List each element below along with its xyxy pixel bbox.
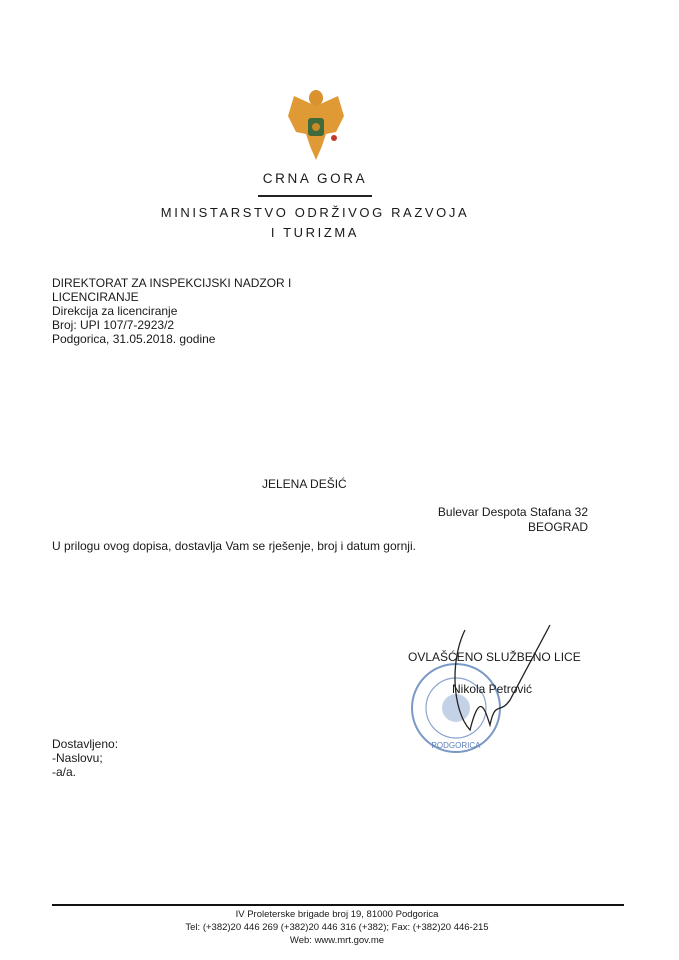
footer-contact: Tel: (+382)20 446 269 (+382)20 446 316 (+382); Fax: (+382)20 446-215 (185, 922, 489, 933)
ministry-heading-line2: I TURIZMA (270, 225, 360, 240)
signatory-title: OVLAŠĆENO SLUŽBENO LICE (408, 650, 581, 664)
footer-web: Web: www.mrt.gov.me (289, 935, 385, 946)
sender-line1: DIREKTORAT ZA INSPEKCIJSKI NADZOR I (52, 276, 292, 290)
recipient-city: BEOGRAD (527, 520, 588, 534)
sender-line3: Direkcija za licenciranje (52, 304, 178, 318)
footer-address: IV Proleterske brigade broj 19, 81000 Podgorica (235, 909, 439, 920)
recipient-name: JELENA DEŠIĆ (262, 477, 347, 491)
handwritten-signature (440, 620, 560, 740)
heading-divider (258, 195, 372, 197)
recipient-street: Bulevar Despota Stafana 32 (437, 505, 588, 519)
coat-of-arms-emblem (286, 88, 346, 164)
country-heading: CRNA GORA (262, 171, 368, 186)
footer-divider (52, 904, 624, 906)
signatory-name: Nikola Petrović (452, 682, 533, 696)
letter-body: U prilogu ovog dopisa, dostavlja Vam se rješenje, broj i datum gornji. (52, 539, 416, 553)
stamp-text: PODGORICA (431, 741, 481, 750)
sender-line2: LICENCIRANJE (52, 290, 139, 304)
delivered-label: Dostavljeno: (52, 737, 119, 751)
ministry-heading-line1: MINISTARSTVO ODRŽIVOG RAZVOJA (160, 205, 470, 220)
delivered-item: -a/a. (52, 765, 77, 779)
place-date: Podgorica, 31.05.2018. godine (52, 332, 216, 346)
reference-number: Broj: UPI 107/7-2923/2 (52, 318, 175, 332)
delivered-item: -Naslovu; (52, 751, 103, 765)
